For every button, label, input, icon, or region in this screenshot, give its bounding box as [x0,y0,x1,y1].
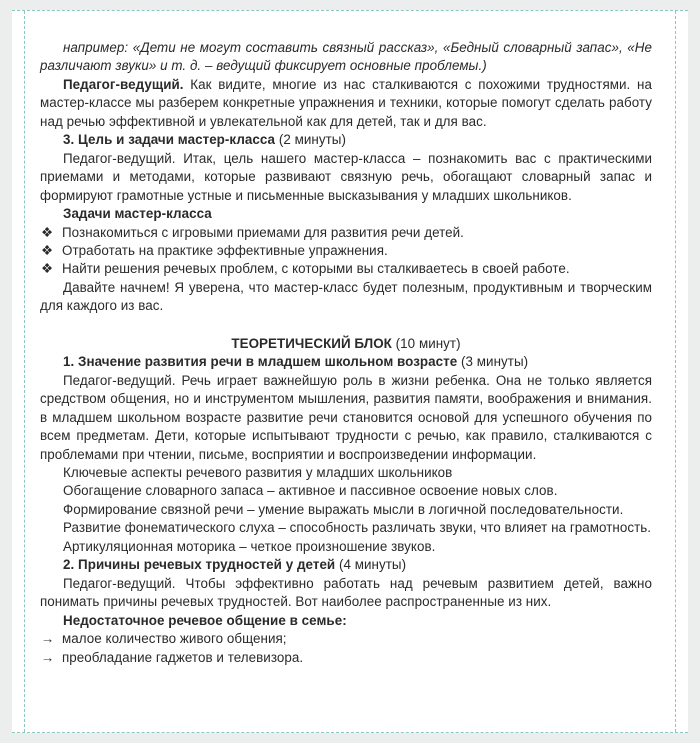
teacher-paragraph [40,76,652,131]
closing-paragraph: Давайте начнем! Я уверена, что мастер-класс будет полезным, продуктивным и творческим для каждого из вас. [40,279,652,314]
theory-title: ТЕОРЕТИЧЕСКИЙ БЛОК [231,335,392,351]
document-page [12,10,688,733]
page-border-right [675,11,676,732]
diamond-bullet-icon: ❖ [41,242,54,258]
task-text: Отработать на практике эффективные упражнения. [62,242,388,258]
cause-text: малое количество живого общения; [62,631,287,647]
subsection2-heading [40,556,652,574]
task-item [40,224,652,242]
arrow-right-icon: → [41,631,55,647]
task-item [40,260,652,278]
aspect-item: Развитие фонематического слуха – способность различать звуки, что влияет на грамотность. [63,520,652,536]
teacher-text: Как видите, многие из нас сталкиваются с похожими трудностями. на мастер-классе мы разберем конкретные упражнения и техники, которые помогут сделать работу над речью эффективной и увлекательной как для детей, так и для вас. [40,76,652,129]
subsection2-duration: (4 минуты) [335,557,407,573]
teacher-label: Педагог-ведущий. [63,76,184,92]
task-item [40,242,652,260]
cause-text: преобладание гаджетов и телевизора. [62,649,304,665]
subsection2-text: Педагог-ведущий. Чтобы эффективно работать над речевым развитием детей, важно понимать причины речевых трудностей. Вот наиболее распространенные из них. [40,575,652,610]
arrow-right-icon: → [41,649,55,665]
task-text: Познакомиться с игровыми приемами для развития речи детей. [62,224,464,240]
aspect-item: Артикуляционная моторика – четкое произношение звуков. [63,538,436,554]
aspect-item: Обогащение словарного запаса – активное и пассивное освоение новых слов. [63,483,558,499]
subsection1-duration: (3 минуты) [457,354,529,370]
examples-paragraph: например: «Дети не могут составить связный рассказ», «Бедный словарный запас», «Не различают звуки» и т. д. – ведущий фиксирует основные проблемы.) [40,40,652,74]
aspect-item: Формирование связной речи – умение выражать мысли в логичной последовательности. [63,501,624,517]
cause-heading: Недостаточное речевое общение в семье: [63,612,347,628]
page-border-left [24,11,25,732]
section3-text: Педагог-ведущий. Итак, цель нашего мастер-класса – познакомить вас с практическими приемами и методами, которые развивают связную речь, обогащают словарный запас и формируют грамотные устные и письменные высказывания у младших школьников. [40,150,652,203]
section3-heading [40,131,652,149]
document-body [40,39,652,667]
task-text: Найти решения речевых проблем, с которыми вы сталкиваетесь в своей работе. [62,261,570,277]
spacer [40,316,652,335]
section3-duration: (2 минуты) [275,132,346,148]
subsection1-heading [40,353,652,371]
cause-item [40,630,652,648]
diamond-bullet-icon: ❖ [41,261,54,277]
theory-duration: (10 минут) [391,335,461,351]
theory-block-heading [40,335,652,353]
subsection1-title: 1. Значение развития речи в младшем школьном возрасте [63,354,458,370]
section3-title: 3. Цель и задачи мастер-класса [63,132,276,148]
tasks-heading: Задачи мастер-класса [63,206,212,222]
aspects-heading: Ключевые аспекты речевого развития у младших школьников [63,464,453,480]
diamond-bullet-icon: ❖ [41,224,54,240]
subsection1-text: Педагог-ведущий. Речь играет важнейшую роль в жизни ребенка. Она не только является средством общения, но и инструментом мышления, развития памяти, воображения и внимания. в младшем школьном возрасте развитие речи становится основой для успешного обучения по всем предметам. Дети, которые испытывают трудности с речью, как правило, сталкиваются с проблемами при чтении, письме, восприятии и воспроизведении информации. [40,372,652,462]
subsection2-title: 2. Причины речевых трудностей у детей [63,557,336,573]
cause-item [40,649,652,667]
